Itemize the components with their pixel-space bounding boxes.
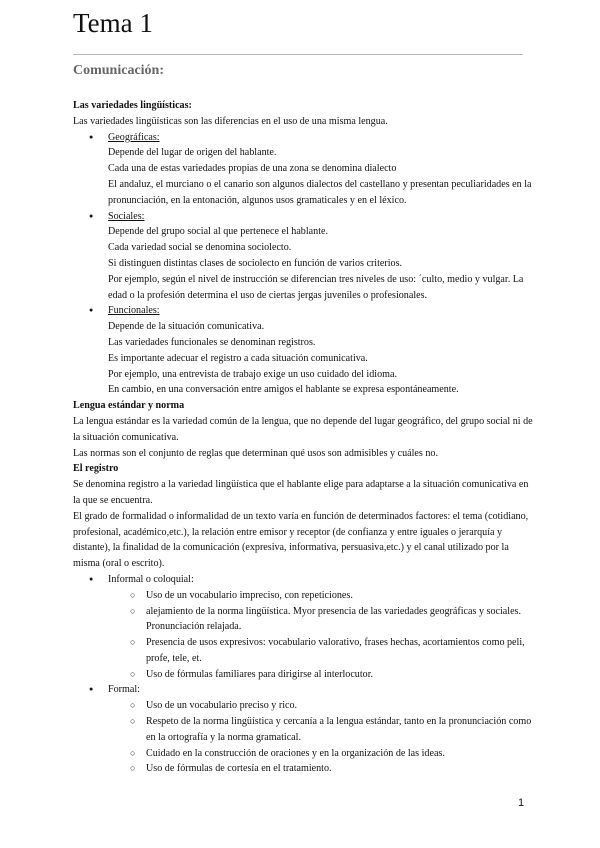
variedades-list [73,130,533,399]
document-body [73,98,533,777]
section-subtitle: Comunicación: [73,63,164,78]
list-item: ○ Uso de un vocabulario preciso y rico. [73,698,533,714]
list-item-formal [73,682,533,698]
geograficas-label: ● Geográficas: [108,131,160,143]
title-divider [73,54,523,55]
funcionales-line: En cambio, en una conversación entre amigos el hablante se expresa espontáneamente. [108,384,459,396]
registro-paragraph: Se denomina registro a la variedad lingüística que el hablante elige para adaptarse a la situación comunicativa en la que se encuentra. [73,479,529,506]
page-number: 1 [518,797,525,809]
funcionales-label: ● Funcionales: [108,305,160,317]
sociales-line: Si distinguen distintas clases de sociolecto en función de varios criterios. [108,257,403,269]
list-item-sociales [73,209,533,304]
page-title: Tema 1 [73,8,153,38]
geograficas-line: Cada una de estas variedades propias de una zona se denomina dialecto [108,163,397,175]
lengua-paragraph: Las normas son el conjunto de reglas que determinan qué usos son admisibles y cuáles no. [73,447,438,459]
list-item: ○ alejamiento de la norma lingüística. Myor presencia de las variedades geográficas y sociales. Pronunciación relajada. [73,604,533,636]
funcionales-line: Por ejemplo, una entrevista de trabajo exige un uso cuidado del idioma. [108,368,397,380]
registro-list [73,572,533,588]
geograficas-line: El andaluz, el murciano o el canario son algunos dialectos del castellano y presentan peculiaridades en la pronunciación, en la entonación, algunos usos gramaticales y en el léxico. [108,178,532,206]
list-item: ○ Uso de fórmulas familiares para dirigirse al interlocutor. [73,667,533,683]
variedades-heading: Las variedades lingüísticas: [73,100,192,111]
lengua-heading: Lengua estándar y norma [73,400,185,412]
formal-sublist [73,698,533,777]
sociales-line: Por ejemplo, según el nivel de instrucción se diferencian tres niveles de uso: ´culto, medio y vulgar. La edad o la profesión determina el uso de ciertas jergas juveniles o profesionales. [108,273,524,301]
funcionales-line: Las variedades funcionales se denominan registros. [108,336,316,348]
list-item: ○ Respeto de la norma lingüística y cercanía a la lengua estándar, tanto en la pronunciación como en la ortografía y la norma gramatical. [73,714,533,746]
sociales-line: Depende del grupo social al que pertenece el hablante. [108,226,328,238]
sociales-label: ● Sociales: [108,210,145,222]
formal-label: ● Formal: [108,684,140,696]
variedades-intro: Las variedades lingüísticas son las diferencias en el uso de una misma lengua. [73,115,388,127]
registro-heading: El registro [73,463,119,475]
lengua-paragraph: La lengua estándar es la variedad común de la lengua, que no depende del lugar geográfico, del grupo social ni de la situación comunicativa. [73,415,533,443]
list-item-funcionales [73,303,533,398]
registro-list-formal [73,682,533,698]
list-item: ○ Presencia de usos expresivos: vocabulario valorativo, frases hechas, acortamientos como peli, profe, tele, et. [73,635,533,667]
list-item: ○ Uso de un vocabulario impreciso, con repeticiones. [73,588,533,604]
informal-sublist [73,588,533,683]
list-item-informal [73,572,533,588]
geograficas-line: Depende del lugar de origen del hablante. [108,147,277,159]
funcionales-line: Depende de la situación comunicativa. [108,321,265,333]
informal-label: ● Informal o coloquial: [108,573,194,585]
list-item: ○ Cuidado en la construcción de oraciones y en la organización de las ideas. [73,746,533,762]
funcionales-line: Es importante adecuar el registro a cada situación comunicativa. [108,352,368,364]
list-item: ○ Uso de fórmulas de cortesía en el tratamiento. [73,761,533,777]
sociales-line: Cada variedad social se denomina sociolecto. [108,242,292,254]
registro-paragraph: El grado de formalidad o informalidad de un texto varía en función de determinados factores: el tema (cotidiano, profesional, académico,etc.), la relación entre emisor y receptor (de confianza y entre iguales o jerarquía y distante), la finalidad de la comunicación (expresiva, informativa, persuasiva,etc.) y el canal utilizado por la misma (oral o escrito). [73,510,529,570]
list-item-geograficas [73,130,533,209]
